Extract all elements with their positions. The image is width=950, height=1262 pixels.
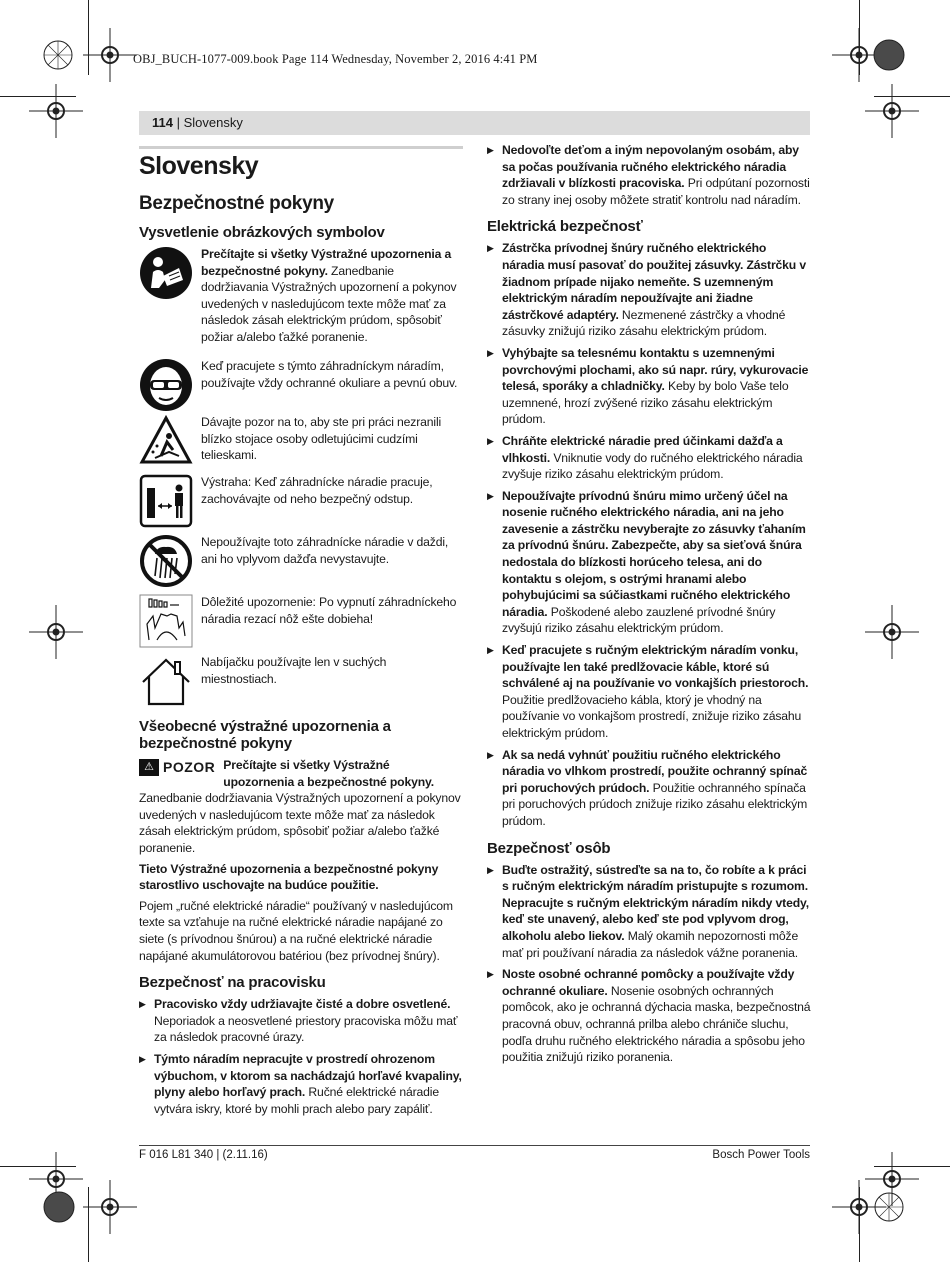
symbol-text: Keď pracujete s týmto záhradníckym náradím, používajte vždy ochranné okuliare a pevnú obuv. (201, 359, 458, 390)
symbol-row (139, 654, 463, 714)
warning-bold-text: Prečítajte si všetky Výstražné upozornenia a bezpečnostné pokyny. (223, 758, 434, 789)
bullet-arrow-icon: ▶ (487, 490, 494, 501)
list-item (487, 642, 811, 742)
bullet-arrow-icon: ▶ (139, 1053, 146, 1064)
warning-triangle-icon: ⚠ (139, 759, 159, 776)
term-definition-text: Pojem „ručné elektrické náradie“ používaný v nasledujúcom texte sa vzťahuje na ručné elektrické náradie napájané zo siete (s prívodnou šnúrou) a na ručné elektrické náradie napájané akumulátorovou batériou (bez prívodnej šnúry). (139, 898, 453, 963)
warning-paragraph (139, 757, 463, 857)
left-column (139, 146, 463, 1122)
item-text: Ručné elektrické náradie vytvára iskry, ktoré by mohli prach alebo pary zapáliť. (154, 1085, 439, 1116)
symbol-row (139, 474, 463, 534)
bullet-arrow-icon: ▶ (487, 243, 494, 254)
warning-badge (139, 759, 215, 776)
blade-rundown-icon (139, 594, 193, 648)
read-manual-icon (139, 246, 193, 300)
item-text: Použitie ochranného spínača pri poruchových prúdoch znižuje riziko zásahu elektrickým prúdom. (502, 780, 808, 828)
list-item (487, 240, 811, 340)
item-bold-text: Nedovoľte deťom a iným nepovolaným osobám, aby sa počas používania ručného elektrického náradia zdržiavali v blízkosti pracoviska. (502, 143, 799, 191)
registration-target-icon (29, 605, 83, 659)
item-text: Keby by bolo Vaše telo uzemnené, hrozí zvýšené riziko zásahu elektrickým prúdom. (502, 379, 789, 427)
symbol-row (139, 358, 463, 414)
registration-target-icon (31, 28, 85, 82)
bullet-arrow-icon: ▶ (487, 145, 494, 155)
registration-target-icon (83, 1180, 137, 1234)
item-bold-text: Nepoužívajte prívodnú šnúru mimo určený účel na nosenie ručného elektrického náradia, ani na jeho zavesenie a zástrčku nevyberajte zo zásuvky ťahaním za prívodnú šnúru. Zabezpečte, aby sa sieťová šnúra nedostala do blízkosti horúceho telesa, ani do kontaktu s olejom, s ostrými hranami alebo pohybujúcimi sa súčiastkami ručného elektrického náradia. (502, 488, 806, 619)
symbol-text: Zanedbanie dodržiavania Výstražných upozornení a pokynov uvedených v nasledujúcom texte môže mať za následok zásah elektrickým prúdom, spôsobiť požiar a/alebo ťažké poranenie. (201, 263, 457, 344)
warning-text: Zanedbanie dodržiavania Výstražných upozornení a pokynov uvedených v nasledujúcom texte môže mať za následok zásah elektrickým prúdom, spôsobiť požiar a/alebo ťažké poranenie. (139, 791, 461, 855)
list-item (487, 966, 811, 1066)
safety-heading: Bezpečnostné pokyny (139, 193, 334, 214)
item-bold-text: Vyhýbajte sa telesnému kontaktu s uzemnenými povrchovými plochami, ako sú napr. rúry, vykurovacie telesá, sporáky a chladničky. (502, 345, 809, 394)
list-item (487, 488, 811, 637)
section-rule (139, 146, 463, 149)
symbols-heading: Vysvetlenie obrázkových symbolov (139, 224, 385, 241)
symbol-text: Dôležité upozornenie: Po vypnutí záhradníckeho náradia rezací nôž ešte dobieha! (201, 595, 457, 626)
footer-brand: Bosch Power Tools (712, 1149, 810, 1161)
item-text: Vniknutie vody do ručného elektrického náradia zvyšuje riziko zásahu elektrickým prúdom. (502, 450, 803, 482)
item-text: Použitie predlžovacieho kábla, ktorý je vhodný na používanie vo vonkajšom prostredí, znižuje riziko zásahu elektrickým prúdom. (502, 692, 802, 740)
registration-target-icon (862, 28, 916, 82)
bullet-arrow-icon: ▶ (487, 969, 494, 980)
list-item (487, 142, 811, 208)
right-column (487, 142, 811, 1071)
symbol-text: Dávajte pozor na to, aby ste pri práci nezranili blízko stojace osoby odletujúcimi cudzími telieskami. (201, 415, 442, 463)
symbol-row (139, 594, 463, 654)
list-item (487, 862, 811, 962)
general-warnings-heading: Všeobecné výstražné upozornenia a bezpečnostné pokyny (139, 718, 391, 752)
keep-instructions-text: Tieto Výstražné upozornenia a bezpečnostné pokyny starostlivo uschovajte na budúce použitie. (139, 861, 439, 893)
symbol-row (139, 534, 463, 594)
list-item (487, 345, 811, 428)
symbol-text: Nabíjačku používajte len v suchých miestnostiach. (201, 655, 387, 686)
symbol-row (139, 246, 463, 358)
item-bold-text: Týmto náradím nepracujte v prostredí ohrozenom výbuchom, v ktorom sa nachádzajú horľavé kvapaliny, plyny alebo horľavý prach. (154, 1051, 462, 1100)
warning-badge-label: POZOR (163, 759, 216, 776)
registration-target-icon (865, 84, 919, 138)
page-title: Slovensky (139, 152, 259, 180)
bullet-arrow-icon: ▶ (487, 435, 494, 446)
item-text: Pri odpútaní pozornosti zo strany inej osoby môžete stratiť kontrolu nad náradím. (502, 176, 810, 207)
symbol-row (139, 414, 463, 474)
item-bold-text: Pracovisko vždy udržiavajte čisté a dobre osvetlené. (154, 997, 451, 1012)
page-header-bar (139, 111, 810, 135)
list-item (487, 747, 811, 830)
item-bold-text: Buďte ostražitý, sústreďte sa na to, čo robíte a k práci s ručným elektrickým náradím pristupujte s rozumom. Nepracujte s ručným elektrickým náradím nikdy vtedy, keď ste unavený, alebo keď ste pod vplyvom drog, alkoholu alebo liekov. (502, 862, 809, 943)
personal-safety-heading: Bezpečnosť osôb (487, 839, 611, 857)
bullet-arrow-icon: ▶ (487, 347, 494, 358)
bullet-arrow-icon: ▶ (487, 749, 494, 760)
item-text: Malý okamih nepozornosti môže mať pri používaní náradia za následok vážne poranenia. (502, 928, 799, 960)
item-text: Nosenie osobných ochranných pomôcok, ako je ochranná dýchacia maska, bezpečnostná pracovná obuv, ochranná prilba alebo chrániče sluchu, podľa druhu ručného elektrického náradia a spôsobu jeho použitia znižujú riziko poranenia. (502, 983, 811, 1065)
item-text: Neporiadok a neosvetlené priestory pracoviska môžu mať za následok pracovné úrazy. (154, 1013, 458, 1045)
symbol-bold-text: Prečítajte si všetky Výstražné upozornenia a bezpečnostné pokyny. (201, 247, 452, 278)
print-slug-line: OBJ_BUCH-1077-009.book Page 114 Wednesday, November 2, 2016 4:41 PM (133, 52, 538, 66)
bullet-arrow-icon: ▶ (139, 999, 146, 1010)
workplace-heading: Bezpečnosť na pracovisku (139, 974, 326, 992)
footer-rule (139, 1145, 810, 1146)
list-item (139, 996, 463, 1046)
item-bold-text: Noste osobné ochranné pomôcky a používajte vždy ochranné okuliare. (502, 967, 795, 998)
flying-debris-warning-icon (139, 414, 193, 468)
item-bold-text: Zástrčka prívodnej šnúry ručného elektrického náradia musí pasovať do použitej zásuvky. Zástrčku v žiadnom prípade nijako nemeňte. S uzemneným elektrickým náradím nepoužívajte ani žiadne zástrčkové adaptéry. (502, 241, 806, 322)
item-text: Poškodené alebo zauzlené prívodné šnúry zvyšujú riziko zásahu elektrickým prúdom. (502, 604, 776, 636)
no-rain-icon (139, 534, 193, 588)
registration-target-icon (32, 1180, 86, 1234)
bullet-arrow-icon: ▶ (487, 864, 494, 875)
item-bold-text: Keď pracujete s ručným elektrickým náradím vonku, používajte len také predlžovacie káble, ktoré sú schválené aj na používanie vo vonkajších priestoroch. (502, 643, 809, 691)
item-bold-text: Chráňte elektrické náradie pred účinkami dažďa a vlhkosti. (502, 433, 783, 465)
item-bold-text: Ak sa nedá vyhnúť použitiu ručného elektrického náradia vo vlhkom prostredí, použite ochranný spínač pri poruchových prúdoch. (502, 747, 808, 795)
page-number: 114 (152, 115, 173, 130)
registration-target-icon (862, 1180, 916, 1234)
electrical-safety-heading: Elektrická bezpečnosť (487, 218, 643, 236)
header-section: | Slovensky (172, 115, 243, 130)
registration-target-icon (29, 84, 83, 138)
bullet-arrow-icon: ▶ (487, 645, 494, 656)
safety-goggles-icon (139, 358, 193, 412)
registration-target-icon (83, 28, 137, 82)
registration-target-icon (865, 605, 919, 659)
footer-doc-code: F 016 L81 340 | (2.11.16) (139, 1149, 268, 1161)
list-item (487, 433, 811, 483)
safe-distance-icon (139, 474, 193, 528)
symbol-text: Výstraha: Keď záhradnícke náradie pracuje, zachovávajte od neho bezpečný odstup. (201, 475, 433, 506)
indoor-charger-icon (139, 654, 193, 708)
symbol-text: Nepoužívajte toto záhradnícke náradie v daždi, ani ho vplyvom dažďa nevystavujte. (201, 535, 449, 566)
list-item (139, 1051, 463, 1117)
item-text: Nezmenené zástrčky a vhodné zásuvky znižujú riziko zásahu elektrickým prúdom. (502, 307, 786, 339)
